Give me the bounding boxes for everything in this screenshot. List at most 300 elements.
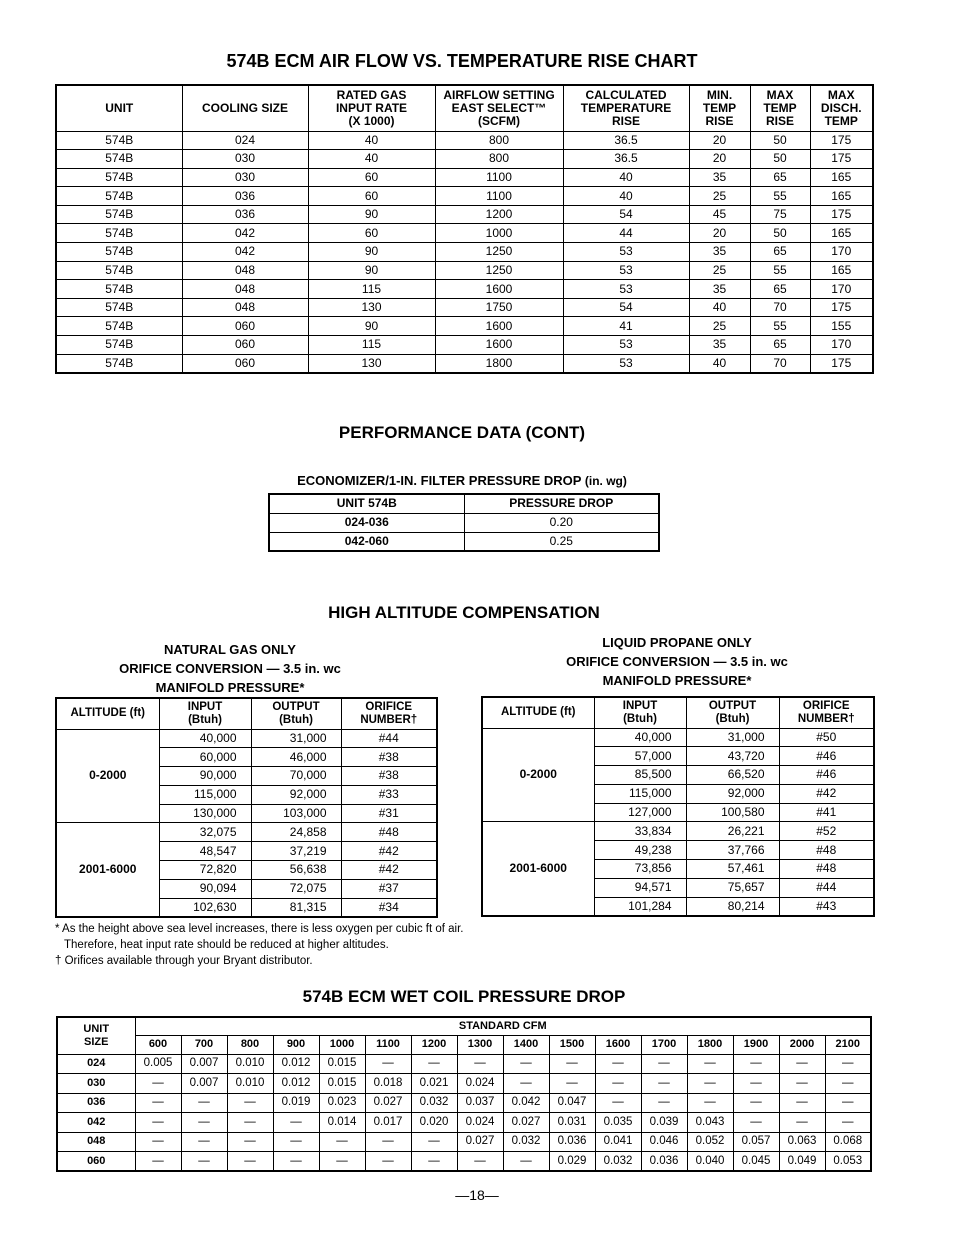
table-cell: 54 — [563, 205, 689, 224]
btuh-cell: 33,834 — [594, 822, 686, 841]
table-cell: 45 — [689, 205, 750, 224]
table-cell: 042 — [182, 243, 308, 262]
column-header: RATED GAS INPUT RATE (X 1000) — [308, 85, 435, 131]
btuh-cell: 32,075 — [159, 823, 251, 842]
table-cell: 20 — [689, 150, 750, 169]
pressure-cell: — — [411, 1054, 457, 1074]
table-row — [57, 1054, 871, 1074]
btuh-cell: 85,500 — [594, 766, 686, 785]
pressure-cell: 0.041 — [595, 1132, 641, 1152]
table-cell: 800 — [435, 150, 563, 169]
table-cell: 53 — [563, 336, 689, 355]
pressure-cell: — — [135, 1113, 181, 1133]
pressure-cell: — — [319, 1152, 365, 1172]
btuh-cell: 56,638 — [251, 861, 341, 880]
pressure-cell: — — [687, 1093, 733, 1113]
table-cell: 574B — [56, 187, 182, 206]
btuh-cell: 80,214 — [686, 897, 779, 916]
table-cell: 40 — [563, 168, 689, 187]
wetcoil-table — [56, 1016, 872, 1172]
table-row — [56, 298, 873, 317]
btuh-cell: 73,856 — [594, 860, 686, 879]
pressure-cell: — — [181, 1132, 227, 1152]
table-cell: 54 — [563, 298, 689, 317]
pressure-cell: 0.017 — [365, 1113, 411, 1133]
column-header: ORIFICE NUMBER† — [341, 698, 437, 729]
table-cell: 165 — [810, 168, 873, 187]
btuh-cell: 46,000 — [251, 748, 341, 767]
orifice-cell: #44 — [341, 729, 437, 748]
table-cell: 170 — [810, 280, 873, 299]
pressure-cell: 0.007 — [181, 1054, 227, 1074]
table-cell: 048 — [182, 261, 308, 280]
natural-caption-line: ORIFICE CONVERSION — 3.5 in. wc — [119, 661, 341, 676]
cfm-header: 1500 — [549, 1035, 595, 1054]
table-cell: 1100 — [435, 187, 563, 206]
table-cell: 175 — [810, 131, 873, 150]
table-cell: 574B — [56, 261, 182, 280]
table-cell: 90 — [308, 243, 435, 262]
table-cell: 53 — [563, 243, 689, 262]
table-cell: 44 — [563, 224, 689, 243]
table-row — [56, 261, 873, 280]
table-cell: 75 — [750, 205, 810, 224]
table-cell: 20 — [689, 224, 750, 243]
orifice-cell: #38 — [341, 748, 437, 767]
column-header: MAX DISCH. TEMP — [810, 85, 873, 131]
table-cell: 170 — [810, 336, 873, 355]
pressure-cell: 0.023 — [319, 1093, 365, 1113]
table-cell: 65 — [750, 243, 810, 262]
pressure-cell: 0.015 — [319, 1054, 365, 1074]
table-cell: 115 — [308, 280, 435, 299]
cfm-header: 1400 — [503, 1035, 549, 1054]
table-cell: 060 — [182, 317, 308, 336]
propane-caption-line: MANIFOLD PRESSURE* — [602, 673, 752, 688]
pressure-cell: 0.010 — [227, 1074, 273, 1094]
table-cell: 70 — [750, 354, 810, 373]
table-cell: 60 — [308, 224, 435, 243]
pressure-cell: — — [273, 1113, 319, 1133]
pressure-cell: — — [825, 1074, 871, 1094]
pressure-cell: — — [641, 1074, 687, 1094]
pressure-cell: 0.005 — [135, 1054, 181, 1074]
pressure-cell: 0.019 — [273, 1093, 319, 1113]
economizer-caption-unit: (in. wg) — [584, 474, 627, 488]
orifice-cell: #37 — [341, 879, 437, 898]
btuh-cell: 66,520 — [686, 766, 779, 785]
pressure-cell: — — [779, 1093, 825, 1113]
pressure-cell: 0.046 — [641, 1132, 687, 1152]
pressure-cell: — — [181, 1152, 227, 1172]
orifice-cell: #44 — [779, 878, 874, 897]
propane-caption-line: ORIFICE CONVERSION — 3.5 in. wc — [566, 654, 788, 669]
wetcoil-title: 574B ECM WET COIL PRESSURE DROP — [302, 987, 626, 1006]
unit-size-cell: 042 — [57, 1113, 135, 1133]
table-cell: 65 — [750, 168, 810, 187]
pressure-cell: — — [365, 1132, 411, 1152]
column-header: MIN. TEMP RISE — [689, 85, 750, 131]
btuh-cell: 75,657 — [686, 878, 779, 897]
pressure-cell: — — [503, 1152, 549, 1172]
table-row — [56, 168, 873, 187]
pressure-cell: — — [733, 1074, 779, 1094]
table-cell: 25 — [689, 187, 750, 206]
pressure-cell: 0.007 — [181, 1074, 227, 1094]
table-cell: 165 — [810, 261, 873, 280]
pressure-cell: — — [227, 1113, 273, 1133]
btuh-cell: 24,858 — [251, 823, 341, 842]
pressure-cell: 0.012 — [273, 1054, 319, 1074]
pressure-cell: 0.018 — [365, 1074, 411, 1094]
pressure-cell: — — [687, 1074, 733, 1094]
unit-size-cell: 060 — [57, 1152, 135, 1172]
pressure-cell: 0.014 — [319, 1113, 365, 1133]
table-cell: 042 — [182, 224, 308, 243]
pressure-cell: 0.035 — [595, 1113, 641, 1133]
table-cell: 1600 — [435, 280, 563, 299]
table-cell: 25 — [689, 317, 750, 336]
pressure-cell: 0.027 — [457, 1132, 503, 1152]
table-cell: 175 — [810, 205, 873, 224]
pressure-cell: 0.027 — [365, 1093, 411, 1113]
pressure-cell: 0.032 — [595, 1152, 641, 1172]
orifice-cell: #41 — [779, 803, 874, 822]
table-cell: 1250 — [435, 243, 563, 262]
table-cell: 165 — [810, 224, 873, 243]
unit-size-cell: 036 — [57, 1093, 135, 1113]
pressure-cell: 0.029 — [549, 1152, 595, 1172]
cfm-header: 1600 — [595, 1035, 641, 1054]
btuh-cell: 92,000 — [686, 784, 779, 803]
pressure-drop-cell: 0.20 — [464, 513, 659, 532]
table-cell: 53 — [563, 280, 689, 299]
pressure-cell: — — [733, 1054, 779, 1074]
btuh-cell: 26,221 — [686, 822, 779, 841]
airflow-title: 574B ECM AIR FLOW VS. TEMPERATURE RISE CHART — [226, 51, 698, 71]
btuh-cell: 57,000 — [594, 747, 686, 766]
btuh-cell: 31,000 — [686, 728, 779, 747]
orifice-cell: #46 — [779, 766, 874, 785]
orifice-cell: #43 — [779, 897, 874, 916]
footnote-oxygen: * As the height above sea level increases, there is less oxygen per cubic ft of air. — [55, 923, 464, 935]
column-header: OUTPUT (Btuh) — [686, 697, 779, 728]
table-cell: 70 — [750, 298, 810, 317]
btuh-cell: 40,000 — [159, 729, 251, 748]
pressure-cell: — — [227, 1132, 273, 1152]
column-header: PRESSURE DROP — [464, 494, 659, 513]
btuh-cell: 102,630 — [159, 898, 251, 917]
btuh-cell: 31,000 — [251, 729, 341, 748]
table-cell: 35 — [689, 168, 750, 187]
table-row — [482, 728, 874, 747]
table-cell: 53 — [563, 261, 689, 280]
pressure-cell: — — [181, 1113, 227, 1133]
table-cell: 574B — [56, 131, 182, 150]
altitude-footnotes — [55, 921, 755, 969]
orifice-cell: #34 — [341, 898, 437, 917]
column-header: INPUT (Btuh) — [159, 698, 251, 729]
pressure-cell: 0.045 — [733, 1152, 779, 1172]
table-cell: 1100 — [435, 168, 563, 187]
table-cell: 574B — [56, 317, 182, 336]
table-row — [56, 823, 437, 842]
altitude-title: HIGH ALTITUDE COMPENSATION — [328, 603, 600, 622]
cfm-header: 2100 — [825, 1035, 871, 1054]
pressure-cell: — — [411, 1152, 457, 1172]
pressure-cell: — — [457, 1054, 503, 1074]
table-cell: 175 — [810, 298, 873, 317]
table-cell: 1600 — [435, 317, 563, 336]
table-cell: 030 — [182, 168, 308, 187]
unit-size-cell: 030 — [57, 1074, 135, 1094]
pressure-cell: — — [779, 1113, 825, 1133]
pressure-cell: 0.040 — [687, 1152, 733, 1172]
unit-size-header: UNIT SIZE — [57, 1017, 135, 1054]
orifice-cell: #42 — [779, 784, 874, 803]
cfm-header: 900 — [273, 1035, 319, 1054]
table-cell: 1000 — [435, 224, 563, 243]
pressure-drop-cell: 0.25 — [464, 532, 659, 551]
btuh-cell: 37,219 — [251, 842, 341, 861]
table-cell: 35 — [689, 243, 750, 262]
table-cell: 41 — [563, 317, 689, 336]
orifice-cell: #48 — [779, 860, 874, 879]
table-cell: 36.5 — [563, 150, 689, 169]
btuh-cell: 90,094 — [159, 879, 251, 898]
table-cell: 90 — [308, 317, 435, 336]
table-cell: 115 — [308, 336, 435, 355]
pressure-cell: — — [549, 1054, 595, 1074]
propane-table — [481, 696, 875, 917]
table-row — [56, 336, 873, 355]
altitude-cell: 2001-6000 — [482, 822, 594, 916]
table-cell: 1600 — [435, 336, 563, 355]
natural-caption-line: NATURAL GAS ONLY — [164, 642, 296, 657]
table-cell: 574B — [56, 354, 182, 373]
column-header: MAX TEMP RISE — [750, 85, 810, 131]
propane-caption-line: LIQUID PROPANE ONLY — [602, 635, 752, 650]
pressure-cell: — — [319, 1132, 365, 1152]
pressure-cell: — — [549, 1074, 595, 1094]
table-cell: 155 — [810, 317, 873, 336]
btuh-cell: 40,000 — [594, 728, 686, 747]
pressure-cell: 0.039 — [641, 1113, 687, 1133]
pressure-cell: — — [135, 1152, 181, 1172]
btuh-cell: 49,238 — [594, 841, 686, 860]
orifice-cell: #31 — [341, 804, 437, 823]
btuh-cell: 81,315 — [251, 898, 341, 917]
unit-size-cell: 048 — [57, 1132, 135, 1152]
pressure-cell: — — [227, 1093, 273, 1113]
table-cell: 060 — [182, 354, 308, 373]
pressure-cell: 0.020 — [411, 1113, 457, 1133]
cfm-header: 1700 — [641, 1035, 687, 1054]
table-cell: 60 — [308, 187, 435, 206]
btuh-cell: 57,461 — [686, 860, 779, 879]
cfm-header: 1200 — [411, 1035, 457, 1054]
pressure-cell: — — [825, 1113, 871, 1133]
altitude-cell: 0-2000 — [482, 728, 594, 822]
table-row — [56, 131, 873, 150]
table-row — [57, 1074, 871, 1094]
table-cell: 50 — [750, 150, 810, 169]
pressure-cell: — — [503, 1074, 549, 1094]
column-header: UNIT — [56, 85, 182, 131]
table-cell: 024 — [182, 131, 308, 150]
table-cell: 574B — [56, 150, 182, 169]
btuh-cell: 103,000 — [251, 804, 341, 823]
table-cell: 1200 — [435, 205, 563, 224]
table-row — [57, 1152, 871, 1172]
cfm-header: 2000 — [779, 1035, 825, 1054]
pressure-cell: 0.053 — [825, 1152, 871, 1172]
table-cell: 800 — [435, 131, 563, 150]
table-cell: 25 — [689, 261, 750, 280]
table-cell: 036 — [182, 205, 308, 224]
pressure-cell: 0.042 — [503, 1093, 549, 1113]
btuh-cell: 72,075 — [251, 879, 341, 898]
natural-gas-table — [55, 697, 438, 918]
table-cell: 50 — [750, 131, 810, 150]
table-row — [57, 1113, 871, 1133]
pressure-cell: 0.043 — [687, 1113, 733, 1133]
column-header: UNIT 574B — [269, 494, 464, 513]
pressure-cell: 0.049 — [779, 1152, 825, 1172]
pressure-cell: — — [273, 1152, 319, 1172]
btuh-cell: 115,000 — [159, 785, 251, 804]
table-cell: 36.5 — [563, 131, 689, 150]
pressure-cell: — — [227, 1152, 273, 1172]
orifice-cell: #50 — [779, 728, 874, 747]
table-cell: 574B — [56, 298, 182, 317]
table-cell: 20 — [689, 131, 750, 150]
pressure-cell: 0.047 — [549, 1093, 595, 1113]
cfm-header: 1100 — [365, 1035, 411, 1054]
column-header: AIRFLOW SETTING EAST SELECT™ (SCFM) — [435, 85, 563, 131]
table-cell: 53 — [563, 354, 689, 373]
table-cell: 574B — [56, 243, 182, 262]
pressure-cell: — — [733, 1113, 779, 1133]
pressure-cell: — — [687, 1054, 733, 1074]
unit-size-cell: 024 — [57, 1054, 135, 1074]
table-cell: 130 — [308, 298, 435, 317]
pressure-cell: — — [503, 1054, 549, 1074]
table-row — [269, 513, 659, 532]
btuh-cell: 60,000 — [159, 748, 251, 767]
column-header: COOLING SIZE — [182, 85, 308, 131]
btuh-cell: 72,820 — [159, 861, 251, 880]
pressure-cell: — — [411, 1132, 457, 1152]
natural-caption-line: MANIFOLD PRESSURE* — [155, 680, 305, 695]
cfm-header: 800 — [227, 1035, 273, 1054]
footnote-reduce: Therefore, heat input rate should be reduced at higher altitudes. — [64, 939, 389, 951]
pressure-cell: — — [641, 1093, 687, 1113]
economizer-table — [268, 493, 660, 552]
pressure-cell: — — [365, 1152, 411, 1172]
table-row — [482, 822, 874, 841]
table-cell: 55 — [750, 187, 810, 206]
table-cell: 170 — [810, 243, 873, 262]
orifice-cell: #33 — [341, 785, 437, 804]
pressure-cell: 0.036 — [641, 1152, 687, 1172]
orifice-cell: #46 — [779, 747, 874, 766]
altitude-cell: 0-2000 — [56, 729, 159, 823]
pressure-cell: 0.015 — [319, 1074, 365, 1094]
pressure-cell: — — [181, 1093, 227, 1113]
pressure-cell: 0.068 — [825, 1132, 871, 1152]
table-cell: 574B — [56, 205, 182, 224]
column-header: ORIFICE NUMBER† — [779, 697, 874, 728]
pressure-cell: — — [135, 1132, 181, 1152]
cfm-header: 1000 — [319, 1035, 365, 1054]
pressure-cell: — — [595, 1054, 641, 1074]
btuh-cell: 48,547 — [159, 842, 251, 861]
pressure-cell: 0.027 — [503, 1113, 549, 1133]
table-cell: 130 — [308, 354, 435, 373]
orifice-cell: #42 — [341, 861, 437, 880]
table-row — [56, 224, 873, 243]
table-cell: 574B — [56, 336, 182, 355]
table-cell: 1250 — [435, 261, 563, 280]
performance-title: PERFORMANCE DATA (CONT) — [338, 423, 586, 442]
column-header: ALTITUDE (ft) — [482, 697, 594, 728]
pressure-cell: 0.032 — [411, 1093, 457, 1113]
table-row — [56, 354, 873, 373]
unit-range-cell: 042-060 — [269, 532, 464, 551]
btuh-cell: 101,284 — [594, 897, 686, 916]
pressure-cell: 0.024 — [457, 1074, 503, 1094]
table-cell: 175 — [810, 150, 873, 169]
economizer-caption-main: ECONOMIZER/1-IN. FILTER PRESSURE DROP — [297, 473, 582, 488]
table-cell: 574B — [56, 224, 182, 243]
pressure-cell: 0.031 — [549, 1113, 595, 1133]
cfm-header: 1800 — [687, 1035, 733, 1054]
pressure-cell: — — [825, 1093, 871, 1113]
cfm-header: 600 — [135, 1035, 181, 1054]
btuh-cell: 94,571 — [594, 878, 686, 897]
orifice-cell: #38 — [341, 767, 437, 786]
table-cell: 030 — [182, 150, 308, 169]
table-row — [56, 205, 873, 224]
table-row — [269, 532, 659, 551]
table-cell: 40 — [689, 354, 750, 373]
btuh-cell: 92,000 — [251, 785, 341, 804]
table-cell: 1800 — [435, 354, 563, 373]
table-cell: 060 — [182, 336, 308, 355]
table-cell: 65 — [750, 280, 810, 299]
pressure-cell: — — [595, 1074, 641, 1094]
table-cell: 40 — [689, 298, 750, 317]
btuh-cell: 37,766 — [686, 841, 779, 860]
unit-range-cell: 024-036 — [269, 513, 464, 532]
btuh-cell: 127,000 — [594, 803, 686, 822]
pressure-cell: — — [779, 1054, 825, 1074]
standard-cfm-header: STANDARD CFM — [135, 1017, 871, 1035]
pressure-cell: — — [733, 1093, 779, 1113]
table-cell: 048 — [182, 280, 308, 299]
pressure-cell: 0.024 — [457, 1113, 503, 1133]
propane-caption — [482, 633, 872, 690]
table-cell: 574B — [56, 280, 182, 299]
pressure-cell: — — [641, 1054, 687, 1074]
orifice-cell: #48 — [341, 823, 437, 842]
pressure-cell: 0.052 — [687, 1132, 733, 1152]
table-cell: 036 — [182, 187, 308, 206]
table-cell: 50 — [750, 224, 810, 243]
btuh-cell: 130,000 — [159, 804, 251, 823]
pressure-cell: — — [365, 1054, 411, 1074]
